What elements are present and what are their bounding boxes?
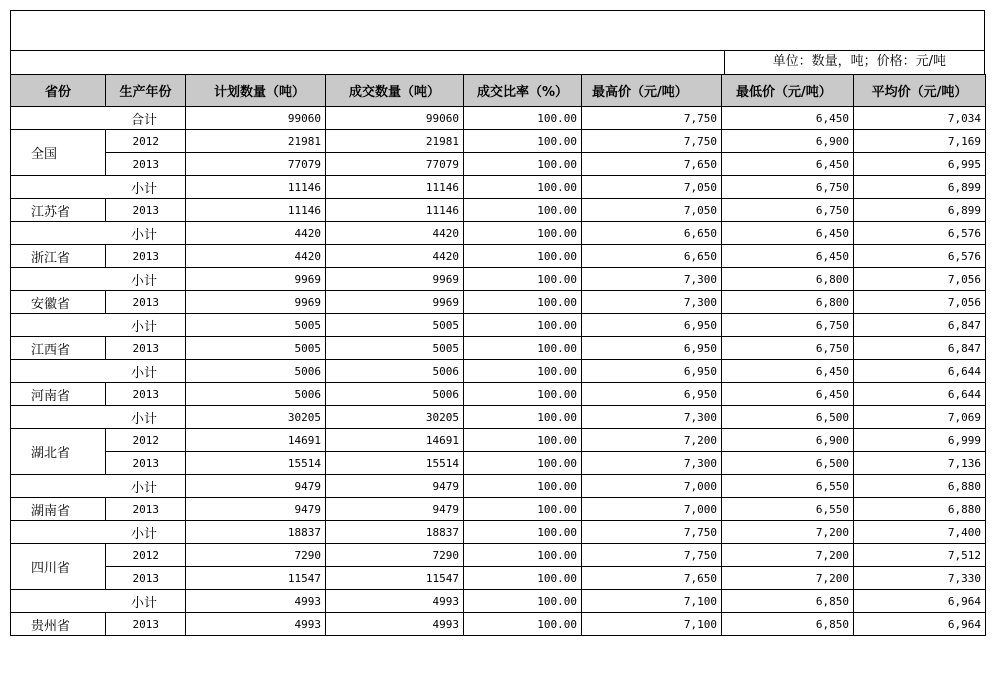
- province-cell: 河南省: [11, 383, 106, 406]
- table-row: [11, 452, 986, 475]
- total-planned: 99060: [186, 107, 326, 130]
- report-sheet: [10, 10, 985, 636]
- total-row: [11, 107, 986, 130]
- subtotal-planned-cell: 4993: [186, 590, 326, 613]
- subtotal-low-cell: 6,450: [722, 360, 854, 383]
- ratio-cell: 100.00: [464, 498, 582, 521]
- planned-cell: 11146: [186, 199, 326, 222]
- subtotal-avg-cell: 6,899: [854, 176, 986, 199]
- high-cell: 6,650: [582, 245, 722, 268]
- traded-cell: 4420: [326, 245, 464, 268]
- traded-cell: 7290: [326, 544, 464, 567]
- planned-cell: 15514: [186, 452, 326, 475]
- low-cell: 6,550: [722, 498, 854, 521]
- subtotal-high-cell: 7,100: [582, 590, 722, 613]
- subtotal-high-cell: 7,300: [582, 268, 722, 291]
- avg-cell: 6,964: [854, 613, 986, 636]
- low-cell: 6,500: [722, 452, 854, 475]
- subtotal-row: [11, 268, 986, 291]
- planned-cell: 9479: [186, 498, 326, 521]
- subtotal-label: 小计: [11, 176, 186, 199]
- header-planned: 计划数量（吨）: [186, 75, 326, 107]
- subtotal-row: [11, 176, 986, 199]
- subtotal-label: 小计: [11, 314, 186, 337]
- subtotal-label: 小计: [11, 406, 186, 429]
- total-label: 合计: [11, 107, 186, 130]
- province-cell: 江西省: [11, 337, 106, 360]
- subtotal-ratio-cell: 100.00: [464, 360, 582, 383]
- traded-cell: 14691: [326, 429, 464, 452]
- low-cell: 6,800: [722, 291, 854, 314]
- subtotal-high-cell: 6,950: [582, 360, 722, 383]
- table-row: [11, 153, 986, 176]
- subtotal-traded-cell: 4993: [326, 590, 464, 613]
- table-row: [11, 544, 986, 567]
- subtotal-low-cell: 6,800: [722, 268, 854, 291]
- subtotal-ratio-cell: 100.00: [464, 314, 582, 337]
- subtotal-low-cell: 6,750: [722, 314, 854, 337]
- subtotal-planned-cell: 18837: [186, 521, 326, 544]
- subtotal-label: 小计: [11, 360, 186, 383]
- low-cell: 6,450: [722, 245, 854, 268]
- avg-cell: 6,999: [854, 429, 986, 452]
- avg-cell: 7,056: [854, 291, 986, 314]
- high-cell: 7,000: [582, 498, 722, 521]
- province-cell: 全国: [11, 130, 106, 176]
- subtotal-traded-cell: 11146: [326, 176, 464, 199]
- ratio-cell: 100.00: [464, 452, 582, 475]
- auction-results-table: [10, 74, 986, 636]
- header-low: 最低价（元/吨）: [722, 75, 854, 107]
- subtotal-low-cell: 6,750: [722, 176, 854, 199]
- header-province: 省份: [11, 75, 106, 107]
- header-ratio: 成交比率（%）: [464, 75, 582, 107]
- total-avg: 7,034: [854, 107, 986, 130]
- header-avg: 平均价（元/吨）: [854, 75, 986, 107]
- total-high: 7,750: [582, 107, 722, 130]
- subtotal-ratio-cell: 100.00: [464, 406, 582, 429]
- subtotal-low-cell: 6,850: [722, 590, 854, 613]
- subtotal-high-cell: 6,950: [582, 314, 722, 337]
- ratio-cell: 100.00: [464, 199, 582, 222]
- subtotal-planned-cell: 4420: [186, 222, 326, 245]
- traded-cell: 21981: [326, 130, 464, 153]
- subtotal-row: [11, 521, 986, 544]
- subtotal-label: 小计: [11, 475, 186, 498]
- subtotal-avg-cell: 7,056: [854, 268, 986, 291]
- table-row: [11, 291, 986, 314]
- ratio-cell: 100.00: [464, 613, 582, 636]
- traded-cell: 9969: [326, 291, 464, 314]
- subtotal-label: 小计: [11, 590, 186, 613]
- avg-cell: 6,880: [854, 498, 986, 521]
- high-cell: 7,750: [582, 130, 722, 153]
- province-cell: 贵州省: [11, 613, 106, 636]
- subtotal-avg-cell: 7,400: [854, 521, 986, 544]
- subtotal-label: 小计: [11, 521, 186, 544]
- year-cell: 2013: [106, 337, 186, 360]
- avg-cell: 6,995: [854, 153, 986, 176]
- unit-note: 单位：数量，吨；价格：元/吨: [724, 51, 984, 74]
- high-cell: 7,100: [582, 613, 722, 636]
- year-cell: 2012: [106, 544, 186, 567]
- year-cell: 2012: [106, 429, 186, 452]
- high-cell: 7,750: [582, 544, 722, 567]
- low-cell: 6,750: [722, 199, 854, 222]
- planned-cell: 21981: [186, 130, 326, 153]
- ratio-cell: 100.00: [464, 544, 582, 567]
- subtotal-high-cell: 7,300: [582, 406, 722, 429]
- subtotal-traded-cell: 4420: [326, 222, 464, 245]
- table-row: [11, 130, 986, 153]
- high-cell: 7,650: [582, 153, 722, 176]
- subtotal-ratio-cell: 100.00: [464, 176, 582, 199]
- subtotal-ratio-cell: 100.00: [464, 475, 582, 498]
- province-cell: 湖北省: [11, 429, 106, 475]
- unit-row: [10, 50, 985, 74]
- table-body: [11, 107, 986, 636]
- header-traded: 成交数量（吨）: [326, 75, 464, 107]
- subtotal-traded-cell: 9479: [326, 475, 464, 498]
- planned-cell: 9969: [186, 291, 326, 314]
- ratio-cell: 100.00: [464, 567, 582, 590]
- subtotal-traded-cell: 18837: [326, 521, 464, 544]
- ratio-cell: 100.00: [464, 153, 582, 176]
- subtotal-planned-cell: 5006: [186, 360, 326, 383]
- high-cell: 7,200: [582, 429, 722, 452]
- low-cell: 7,200: [722, 567, 854, 590]
- traded-cell: 77079: [326, 153, 464, 176]
- ratio-cell: 100.00: [464, 383, 582, 406]
- subtotal-ratio-cell: 100.00: [464, 590, 582, 613]
- table-row: [11, 199, 986, 222]
- year-cell: 2013: [106, 291, 186, 314]
- subtotal-label: 小计: [11, 222, 186, 245]
- planned-cell: 7290: [186, 544, 326, 567]
- subtotal-planned-cell: 9479: [186, 475, 326, 498]
- traded-cell: 11146: [326, 199, 464, 222]
- table-row: [11, 567, 986, 590]
- subtotal-planned-cell: 11146: [186, 176, 326, 199]
- table-row: [11, 245, 986, 268]
- avg-cell: 6,847: [854, 337, 986, 360]
- high-cell: 7,050: [582, 199, 722, 222]
- year-cell: 2013: [106, 452, 186, 475]
- table-row: [11, 498, 986, 521]
- subtotal-avg-cell: 6,880: [854, 475, 986, 498]
- subtotal-planned-cell: 9969: [186, 268, 326, 291]
- subtotal-high-cell: 7,750: [582, 521, 722, 544]
- table-row: [11, 383, 986, 406]
- year-cell: 2013: [106, 199, 186, 222]
- year-cell: 2013: [106, 245, 186, 268]
- traded-cell: 5006: [326, 383, 464, 406]
- total-traded: 99060: [326, 107, 464, 130]
- year-cell: 2013: [106, 567, 186, 590]
- province-cell: 四川省: [11, 544, 106, 590]
- header-year: 生产年份: [106, 75, 186, 107]
- low-cell: 7,200: [722, 544, 854, 567]
- traded-cell: 15514: [326, 452, 464, 475]
- subtotal-low-cell: 7,200: [722, 521, 854, 544]
- subtotal-low-cell: 6,500: [722, 406, 854, 429]
- subtotal-high-cell: 7,050: [582, 176, 722, 199]
- subtotal-avg-cell: 6,964: [854, 590, 986, 613]
- ratio-cell: 100.00: [464, 291, 582, 314]
- low-cell: 6,750: [722, 337, 854, 360]
- subtotal-avg-cell: 6,576: [854, 222, 986, 245]
- traded-cell: 4993: [326, 613, 464, 636]
- low-cell: 6,900: [722, 130, 854, 153]
- subtotal-label: 小计: [11, 268, 186, 291]
- subtotal-planned-cell: 5005: [186, 314, 326, 337]
- subtotal-high-cell: 7,000: [582, 475, 722, 498]
- avg-cell: 6,899: [854, 199, 986, 222]
- subtotal-ratio-cell: 100.00: [464, 268, 582, 291]
- subtotal-traded-cell: 30205: [326, 406, 464, 429]
- avg-cell: 6,644: [854, 383, 986, 406]
- subtotal-low-cell: 6,550: [722, 475, 854, 498]
- low-cell: 6,450: [722, 383, 854, 406]
- year-cell: 2012: [106, 130, 186, 153]
- high-cell: 7,300: [582, 291, 722, 314]
- avg-cell: 7,330: [854, 567, 986, 590]
- header-high: 最高价（元/吨）: [582, 75, 722, 107]
- subtotal-row: [11, 360, 986, 383]
- traded-cell: 5005: [326, 337, 464, 360]
- ratio-cell: 100.00: [464, 429, 582, 452]
- planned-cell: 4993: [186, 613, 326, 636]
- subtotal-planned-cell: 30205: [186, 406, 326, 429]
- year-cell: 2013: [106, 153, 186, 176]
- high-cell: 6,950: [582, 383, 722, 406]
- subtotal-avg-cell: 6,847: [854, 314, 986, 337]
- low-cell: 6,900: [722, 429, 854, 452]
- avg-cell: 7,136: [854, 452, 986, 475]
- table-row: [11, 337, 986, 360]
- avg-cell: 7,512: [854, 544, 986, 567]
- planned-cell: 5005: [186, 337, 326, 360]
- low-cell: 6,450: [722, 153, 854, 176]
- table-row: [11, 429, 986, 452]
- planned-cell: 5006: [186, 383, 326, 406]
- year-cell: 2013: [106, 498, 186, 521]
- subtotal-traded-cell: 5005: [326, 314, 464, 337]
- subtotal-high-cell: 6,650: [582, 222, 722, 245]
- low-cell: 6,850: [722, 613, 854, 636]
- high-cell: 7,650: [582, 567, 722, 590]
- subtotal-traded-cell: 5006: [326, 360, 464, 383]
- planned-cell: 11547: [186, 567, 326, 590]
- subtotal-row: [11, 222, 986, 245]
- report-title-area: [10, 10, 985, 50]
- planned-cell: 77079: [186, 153, 326, 176]
- subtotal-avg-cell: 7,069: [854, 406, 986, 429]
- ratio-cell: 100.00: [464, 245, 582, 268]
- province-cell: 江苏省: [11, 199, 106, 222]
- table-row: [11, 613, 986, 636]
- ratio-cell: 100.00: [464, 337, 582, 360]
- year-cell: 2013: [106, 383, 186, 406]
- avg-cell: 7,169: [854, 130, 986, 153]
- total-low: 6,450: [722, 107, 854, 130]
- traded-cell: 11547: [326, 567, 464, 590]
- province-cell: 安徽省: [11, 291, 106, 314]
- subtotal-row: [11, 314, 986, 337]
- total-ratio: 100.00: [464, 107, 582, 130]
- subtotal-row: [11, 590, 986, 613]
- year-cell: 2013: [106, 613, 186, 636]
- subtotal-traded-cell: 9969: [326, 268, 464, 291]
- ratio-cell: 100.00: [464, 130, 582, 153]
- planned-cell: 4420: [186, 245, 326, 268]
- high-cell: 7,300: [582, 452, 722, 475]
- subtotal-ratio-cell: 100.00: [464, 521, 582, 544]
- province-cell: 湖南省: [11, 498, 106, 521]
- subtotal-row: [11, 475, 986, 498]
- traded-cell: 9479: [326, 498, 464, 521]
- planned-cell: 14691: [186, 429, 326, 452]
- header-row: [11, 75, 986, 107]
- subtotal-row: [11, 406, 986, 429]
- province-cell: 浙江省: [11, 245, 106, 268]
- high-cell: 6,950: [582, 337, 722, 360]
- subtotal-ratio-cell: 100.00: [464, 222, 582, 245]
- subtotal-avg-cell: 6,644: [854, 360, 986, 383]
- subtotal-low-cell: 6,450: [722, 222, 854, 245]
- avg-cell: 6,576: [854, 245, 986, 268]
